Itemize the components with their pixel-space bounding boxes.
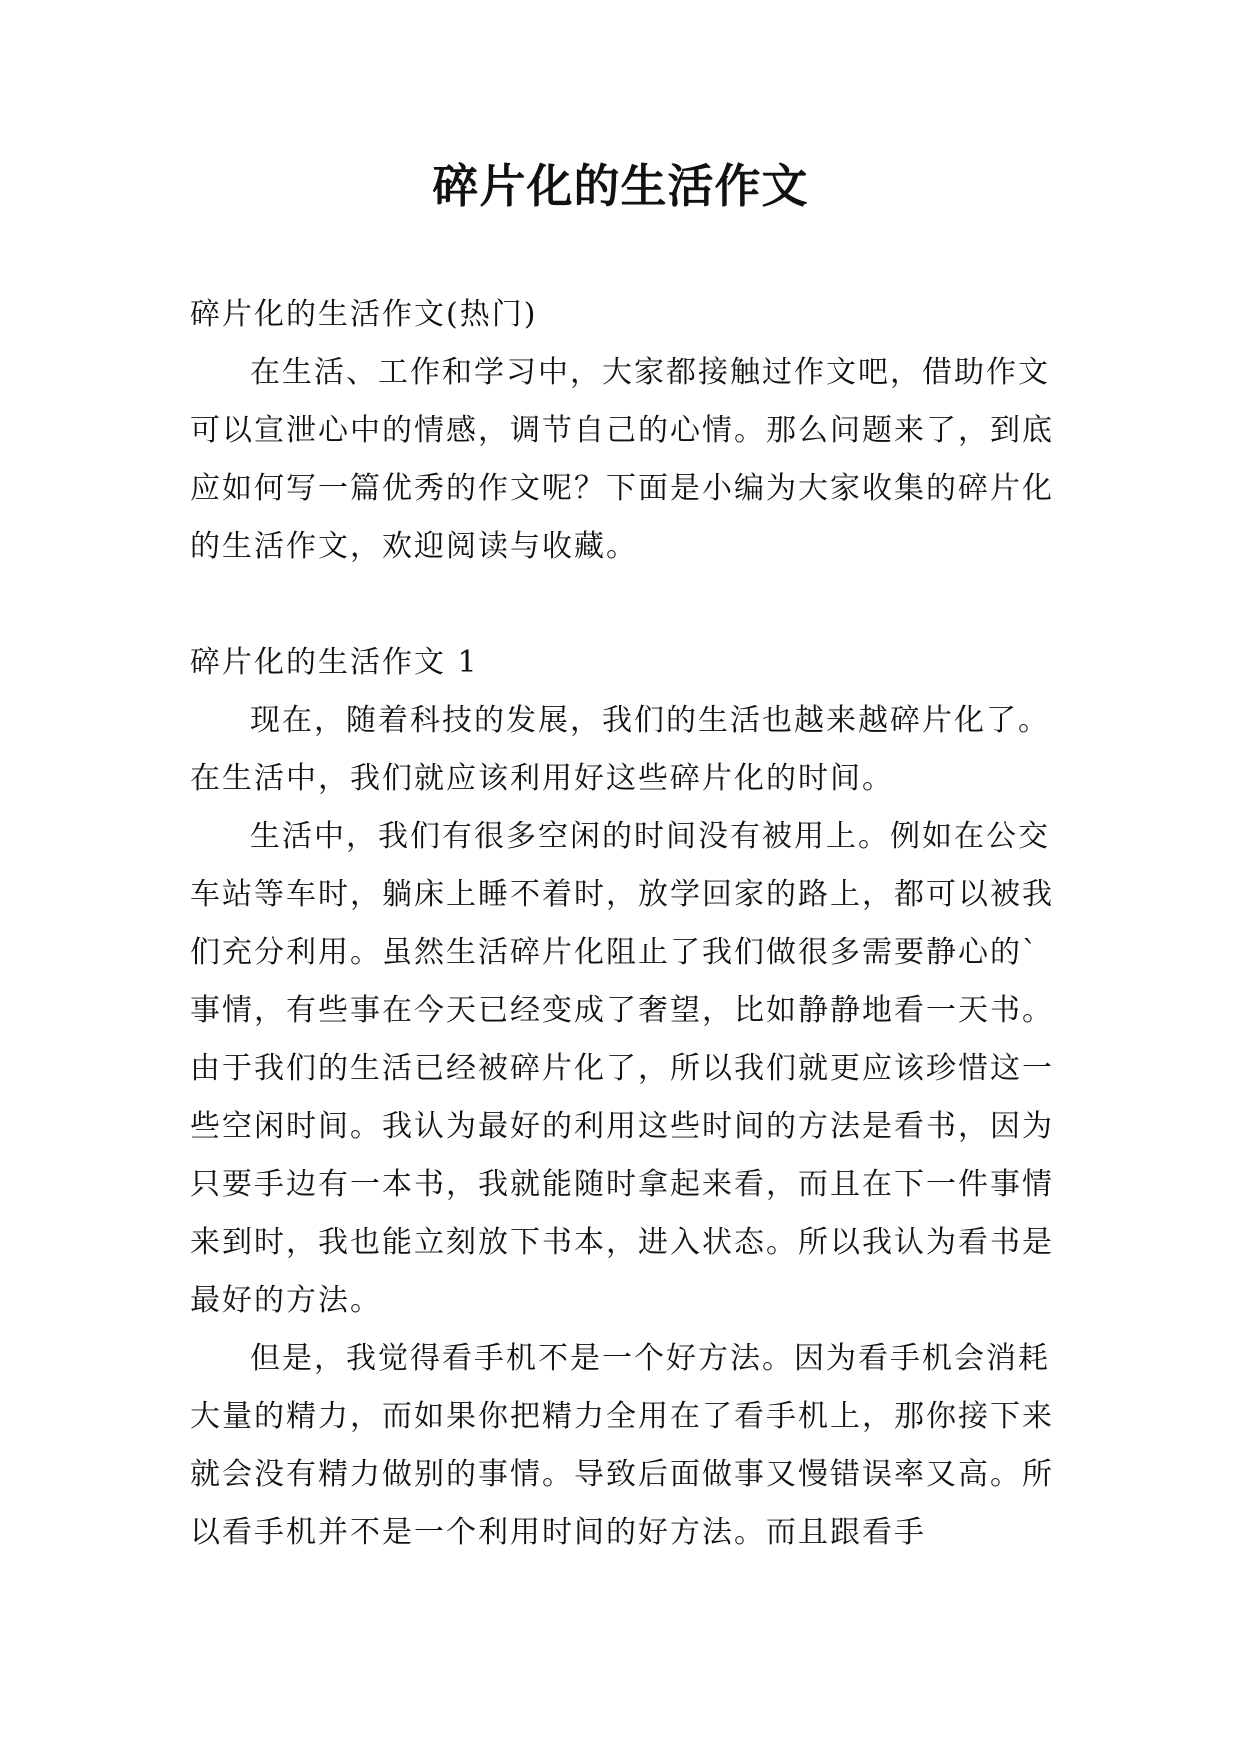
essay-heading: 碎片化的生活作文 1 [190,645,479,680]
essay-paragraph-1: 现在，随着科技的发展，我们的生活也越来越碎片化了。在生活中，我们就应该利用好这些碎片化的时间。 [190,703,1050,796]
intro-paragraph: 在生活、工作和学习中，大家都接触过作文吧，借助作文可以宣泄心中的情感，调节自己的心情。那么问题来了，到底应如何写一篇优秀的作文呢？下面是小编为大家收集的碎片化的生活作文，欢迎阅读与收藏。 [190,355,1054,564]
essay-paragraph-3: 但是，我觉得看手机不是一个好方法。因为看手机会消耗大量的精力，而如果你把精力全用在了看手机上，那你接下来就会没有精力做别的事情。导致后面做事又慢错误率又高。所以看手机并不是一个利用时间的好方法。而且跟看手 [190,1341,1054,1550]
essay-paragraph-2: 生活中，我们有很多空闲的时间没有被用上。例如在公交车站等车时，躺床上睡不着时，放学回家的路上，都可以被我们充分利用。虽然生活碎片化阻止了我们做很多需要静心的`事情，有些事在今天已经变成了奢望，比如静静地看一天书。由于我们的生活已经被碎片化了，所以我们就更应该珍惜这一些空闲时间。我认为最好的利用这些时间的方法是看书，因为只要手边有一本书，我就能随时拿起来看，而且在下一件事情来到时，我也能立刻放下书本，进入状态。所以我认为看书是最好的方法。 [190,819,1054,1318]
section-spacer [190,576,1070,634]
document-body [190,286,1070,1562]
intro-heading: 碎片化的生活作文(热门) [190,297,538,332]
page-title: 碎片化的生活作文 [432,159,809,213]
